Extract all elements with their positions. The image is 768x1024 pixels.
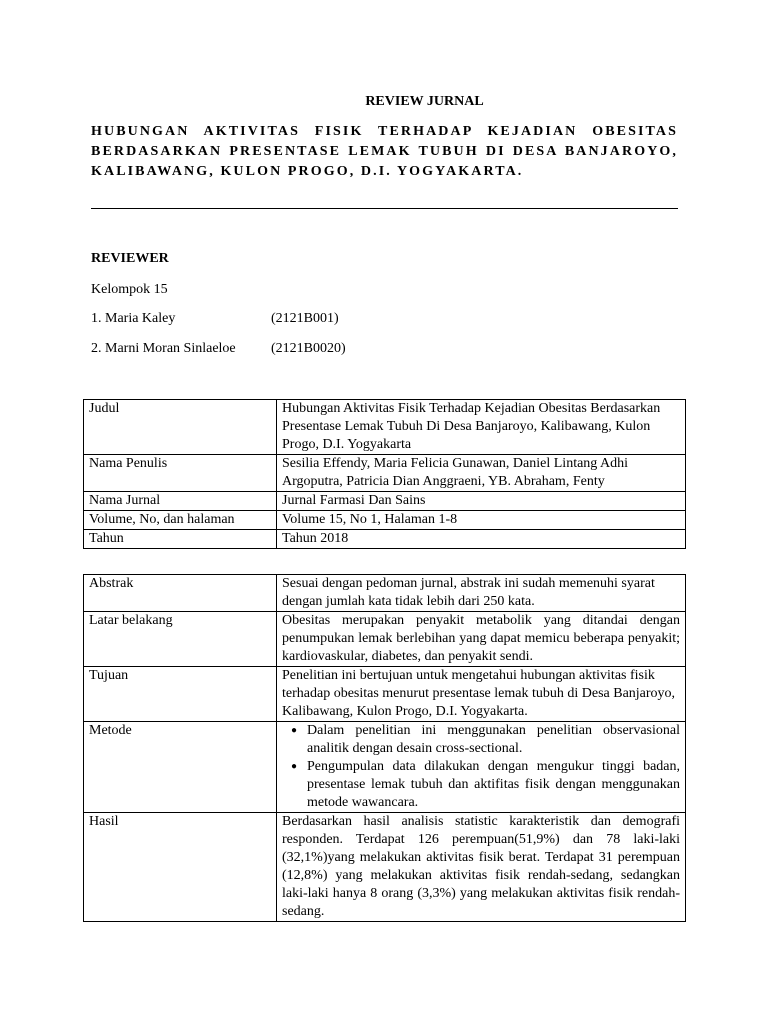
group-label: Kelompok 15 <box>91 282 168 297</box>
subject-line: BERDASARKAN PRESENTASE LEMAK TUBUH DI DESA BANJAROYO, <box>91 144 678 159</box>
table-row <box>84 575 686 612</box>
journal-subject-title <box>91 122 678 182</box>
subject-line: HUBUNGAN AKTIVITAS FISIK TERHADAP KEJADIAN OBESITAS <box>91 124 678 139</box>
subject-line: KALIBAWANG, KULON PROGO, D.I. YOGYAKARTA. <box>91 164 524 179</box>
row-label: Nama Jurnal <box>84 492 277 511</box>
row-label: Judul <box>84 400 277 455</box>
horizontal-divider <box>91 208 678 209</box>
method-item: ● Pengumpulan data dilakukan dengan mengukur tinggi badan, presentase lemak tubuh dan aktifitas fisik dengan menggunakan metode wawancara. <box>307 758 680 812</box>
row-label: Abstrak <box>84 575 277 612</box>
table-row <box>84 530 686 549</box>
table-row <box>84 492 686 511</box>
row-label: Latar belakang <box>84 612 277 667</box>
row-label: Hasil <box>84 813 277 922</box>
row-label: Tahun <box>84 530 277 549</box>
method-item: ● Dalam penelitian ini menggunakan penelitian observasional analitik dengan desain cross-sectional. <box>307 722 680 758</box>
table-row <box>84 667 686 722</box>
member-id: (2121B001) <box>271 311 339 326</box>
table-row <box>84 511 686 530</box>
reviewer-member <box>91 311 491 329</box>
row-label: Tujuan <box>84 667 277 722</box>
row-value <box>277 722 686 813</box>
row-label: Nama Penulis <box>84 455 277 492</box>
row-label: Metode <box>84 722 277 813</box>
row-value: Sesilia Effendy, Maria Felicia Gunawan, Daniel Lintang Adhi Argoputra, Patricia Dian Anggraeni, YB. Abraham, Fenty <box>277 455 686 492</box>
member-name: 2. Marni Moran Sinlaeloe <box>91 341 236 356</box>
row-value: Sesuai dengan pedoman jurnal, abstrak ini sudah memenuhi syarat dengan jumlah kata tidak lebih dari 250 kata. <box>277 575 686 612</box>
table-row <box>84 455 686 492</box>
row-value: Hubungan Aktivitas Fisik Terhadap Kejadian Obesitas Berdasarkan Presentase Lemak Tubuh Di Desa Banjaroyo, Kalibawang, Kulon Progo, D.I. Yogyakarta <box>277 400 686 455</box>
table-row <box>84 400 686 455</box>
table-row <box>84 612 686 667</box>
row-label: Volume, No, dan halaman <box>84 511 277 530</box>
method-bullet-list <box>282 722 680 812</box>
table-row <box>84 722 686 813</box>
reviewer-heading: REVIEWER <box>91 251 169 266</box>
table-row <box>84 813 686 922</box>
member-name: 1. Maria Kaley <box>91 311 176 326</box>
row-value: Penelitian ini bertujuan untuk mengetahui hubungan aktivitas fisik terhadap obesitas menurut presentase lemak tubuh di Desa Banjaroyo, Kalibawang, Kulon Progo, D.I. Yogyakarta. <box>277 667 686 722</box>
row-value: Obesitas merupakan penyakit metabolik yang ditandai dengan penumpukan lemak berlebihan yang dapat memicu beberapa penyakit; kardiovaskular, diabetes, dan penyakit sendi. <box>277 612 686 667</box>
journal-review-table <box>83 574 686 922</box>
row-value: Volume 15, No 1, Halaman 1-8 <box>277 511 686 530</box>
document-title: REVIEW JURNAL <box>365 94 484 109</box>
reviewer-member <box>91 341 491 359</box>
journal-identity-table <box>83 399 686 549</box>
row-value: Tahun 2018 <box>277 530 686 549</box>
member-id: (2121B0020) <box>271 341 346 356</box>
row-value: Berdasarkan hasil analisis statistic karakteristik dan demografi responden. Terdapat 126 perempuan(51,9%) dan 78 laki-laki (32,1%)yang melakukan aktivitas fisik berat. Terdapat 31 perempuan (12,8%) yang melakukan aktivitas fisik rendah-sedang, sedangkan laki-laki hanya 8 orang (3,3%) yang melakukan aktivitas fisik rendah-sedang. <box>277 813 686 922</box>
row-value: Jurnal Farmasi Dan Sains <box>277 492 686 511</box>
